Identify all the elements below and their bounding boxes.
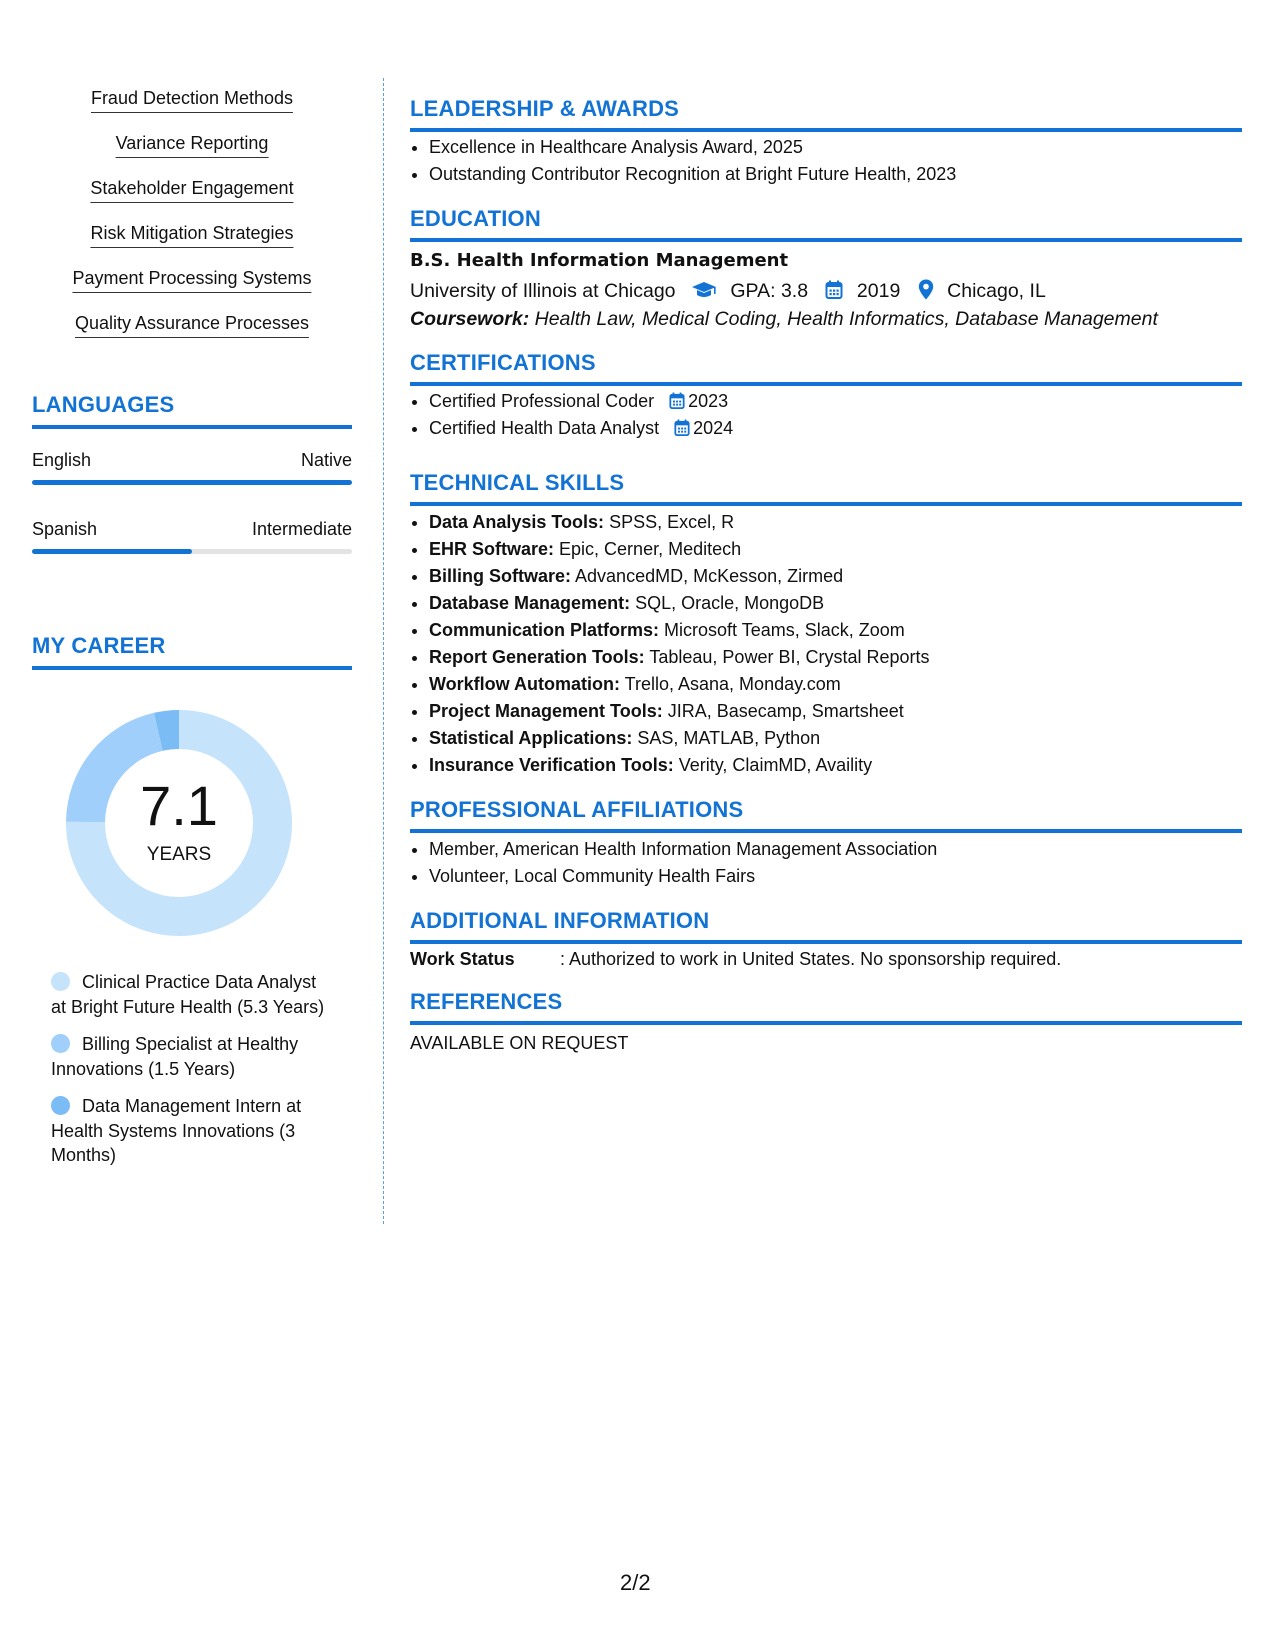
career-legend-item <box>51 1032 326 1081</box>
skill-values: Verity, ClaimMD, Availity <box>678 755 873 775</box>
references-text: AVAILABLE ON REQUEST <box>410 1033 629 1053</box>
education-location: Chicago, IL <box>947 280 1046 302</box>
certifications-title: CERTIFICATIONS <box>410 350 1242 386</box>
certification-year: 2024 <box>693 418 734 438</box>
list-item: • Member, American Health Information Management Association <box>429 836 937 863</box>
list-item <box>429 725 930 752</box>
calendar-icon <box>669 392 685 410</box>
skill-values: SPSS, Excel, R <box>609 512 735 532</box>
career-donut-chart <box>66 710 292 936</box>
school-name: University of Illinois at Chicago <box>410 280 676 302</box>
education-details <box>410 279 1046 303</box>
languages-title: LANGUAGES <box>32 392 352 429</box>
calendar-icon <box>674 419 690 437</box>
career-legend-label: Clinical Practice Data Analyst at Bright Future Health (5.3 Years) <box>51 972 325 1017</box>
skill-category: Report Generation Tools: <box>429 647 645 667</box>
language-name: Spanish <box>32 519 98 539</box>
certifications-list <box>410 388 733 442</box>
affiliations-list <box>410 836 937 890</box>
list-item <box>429 617 930 644</box>
language-name: English <box>32 450 92 470</box>
certification-year: 2023 <box>688 391 729 411</box>
language-level: Native <box>300 450 352 470</box>
degree-name: B.S. Health Information Management <box>410 250 789 271</box>
language-row <box>32 519 352 540</box>
list-item <box>429 590 930 617</box>
certification-name: Certified Health Data Analyst <box>429 418 660 438</box>
skill-category: Project Management Tools: <box>429 701 663 721</box>
skill-values: Microsoft Teams, Slack, Zoom <box>664 620 905 640</box>
skill-category: EHR Software: <box>429 539 555 559</box>
list-item <box>429 536 930 563</box>
skill-tag: Fraud Detection Methods <box>91 88 293 113</box>
affiliations-title: PROFESSIONAL AFFILIATIONS <box>410 797 1242 833</box>
career-title: MY CAREER <box>32 633 352 670</box>
leadership-title: LEADERSHIP & AWARDS <box>410 96 1242 132</box>
career-unit: YEARS <box>146 844 212 865</box>
list-item <box>429 563 930 590</box>
language-bar <box>32 549 352 554</box>
legend-dot-icon <box>51 972 70 991</box>
skill-values: Epic, Cerner, Meditech <box>559 539 742 559</box>
coursework-list: Health Law, Medical Coding, Health Informatics, Database Management <box>534 308 1158 330</box>
skill-category: Data Analysis Tools: <box>429 512 605 532</box>
list-item: • Excellence in Healthcare Analysis Award, 2025 <box>429 134 956 161</box>
page-number: 2/2 <box>620 1570 651 1595</box>
list-item <box>429 509 930 536</box>
education-title: EDUCATION <box>410 206 1242 242</box>
list-item <box>429 698 930 725</box>
column-divider <box>383 78 384 1224</box>
list-item: • Volunteer, Local Community Health Fairs <box>429 863 937 890</box>
technical-skills-list <box>410 509 930 779</box>
language-level: Intermediate <box>251 519 352 539</box>
career-total: 7.1 <box>140 774 218 837</box>
skill-category: Billing Software: <box>429 566 572 586</box>
list-item <box>429 752 930 779</box>
list-item: • Outstanding Contributor Recognition at Bright Future Health, 2023 <box>429 161 956 188</box>
skill-tag: Quality Assurance Processes <box>75 313 309 338</box>
calendar-icon <box>825 280 843 300</box>
skill-tag: Risk Mitigation Strategies <box>90 223 293 248</box>
references-title: REFERENCES <box>410 989 1242 1025</box>
skill-values: Tableau, Power BI, Crystal Reports <box>649 647 930 667</box>
career-legend-item <box>51 1094 326 1168</box>
coursework <box>410 308 1158 331</box>
list-item <box>429 671 930 698</box>
list-item <box>429 644 930 671</box>
skill-values: JIRA, Basecamp, Smartsheet <box>667 701 904 721</box>
legend-dot-icon <box>51 1034 70 1053</box>
graduation-cap-icon <box>691 280 717 300</box>
language-bar <box>32 480 352 485</box>
skill-tag: Stakeholder Engagement <box>90 178 293 203</box>
language-bar-fill <box>32 480 352 485</box>
skill-category: Statistical Applications: <box>429 728 633 748</box>
additional-info-title: ADDITIONAL INFORMATION <box>410 908 1242 944</box>
skill-category: Database Management: <box>429 593 631 613</box>
leadership-list <box>410 134 956 188</box>
technical-skills-title: TECHNICAL SKILLS <box>410 470 1242 506</box>
legend-dot-icon <box>51 1096 70 1115</box>
career-legend <box>51 970 326 1181</box>
skill-category: Insurance Verification Tools: <box>429 755 674 775</box>
coursework-label: Coursework: <box>410 308 530 330</box>
graduation-year: 2019 <box>856 280 901 302</box>
skill-tag: Payment Processing Systems <box>72 268 311 293</box>
skill-values: SAS, MATLAB, Python <box>637 728 821 748</box>
skill-values: SQL, Oracle, MongoDB <box>635 593 825 613</box>
language-bar-fill <box>32 549 192 554</box>
location-pin-icon <box>918 279 934 300</box>
career-legend-label: Billing Specialist at Healthy Innovations (1.5 Years) <box>51 1034 299 1079</box>
work-status-value: : Authorized to work in United States. No sponsorship required. <box>560 949 1062 969</box>
skill-tag: Variance Reporting <box>116 133 269 158</box>
career-legend-label: Data Management Intern at Health Systems Innovations (3 Months) <box>51 1096 302 1165</box>
skill-category: Workflow Automation: <box>429 674 620 694</box>
skill-values: Trello, Asana, Monday.com <box>624 674 841 694</box>
certification-name: Certified Professional Coder <box>429 391 655 411</box>
career-legend-item <box>51 970 326 1019</box>
gpa: GPA: 3.8 <box>730 280 809 302</box>
list-item <box>429 388 733 415</box>
work-status-label: Work Status <box>410 949 515 969</box>
work-status-row <box>410 949 1061 970</box>
skill-values: AdvancedMD, McKesson, Zirmed <box>575 566 844 586</box>
language-row <box>32 450 352 471</box>
list-item <box>429 415 733 442</box>
skill-category: Communication Platforms: <box>429 620 660 640</box>
